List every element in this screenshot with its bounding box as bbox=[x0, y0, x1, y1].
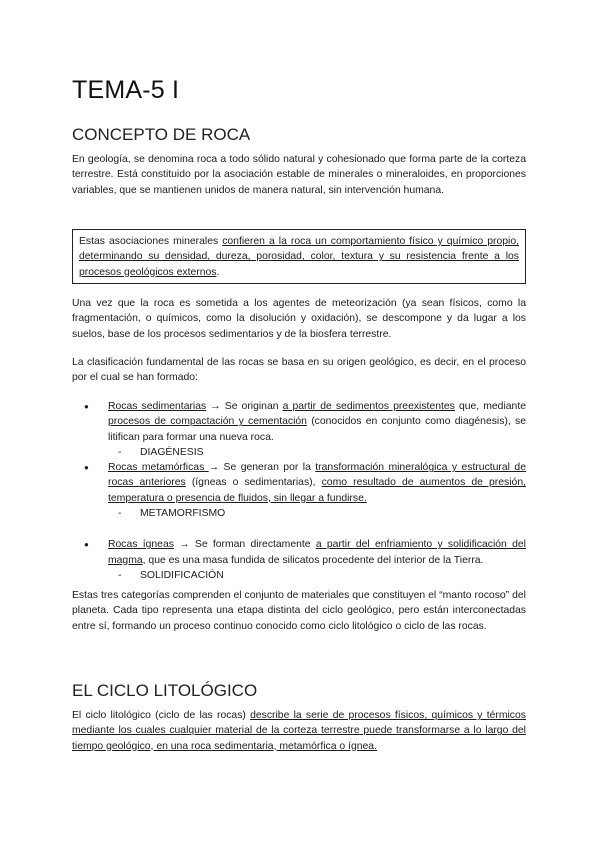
list-item-segment: (conocidos en conjunto como diagénesis), se litifican para formar una nueva roca. bbox=[108, 416, 526, 443]
paragraph-weathering: Una vez que la roca es sometida a los agentes de meteorización (ya sean físicos, como la fragmentación, o químicos, como la disolución y oxidación), se descompone y da lugar a los suelos, base de los procesos sedimentarios y de la biosfera terrestre. bbox=[72, 298, 526, 340]
list-item-segment: → Se originan bbox=[206, 401, 283, 412]
section-heading-concepto: CONCEPTO DE ROCA bbox=[72, 125, 251, 144]
highlight-box-text: Estas asociaciones minerales confieren a la roca un comportamiento físico y químico propio, determinando su densidad, dureza, porosidad, color, textura y su resistencia frente a los procesos geológicos externos. bbox=[79, 236, 519, 278]
list-item bbox=[82, 460, 526, 521]
list-item-segment: → Se forman directamente bbox=[173, 539, 316, 551]
list-item-segment: a partir de sedimentos preexistentes bbox=[282, 401, 455, 412]
list-item-segment: como resultado de aumentos de presión, temperatura o presencia de fluidos, sin llegar a fundirse. bbox=[108, 477, 526, 504]
list-item-text bbox=[108, 401, 526, 443]
list-item-segment: a partir del enfriamiento y solidificación del magma bbox=[108, 539, 526, 566]
list-item-segment: → Se generan por la bbox=[208, 462, 316, 474]
list-item bbox=[82, 537, 526, 583]
list-subitem: - SOLIDIFICACIÓN bbox=[82, 568, 526, 583]
list-item-segment: Rocas ígneas bbox=[108, 539, 174, 551]
list-item-segment: Rocas metamórficas bbox=[108, 462, 209, 474]
paragraph-categories: Estas tres categorías comprenden el conjunto de materiales que constituyen el “manto rocoso” del planeta. Cada tipo representa una etapa distinta del ciclo geológico, pero están interconectadas entre sí, formando un proceso continuo conocido como ciclo litológico o ciclo de las rocas. bbox=[72, 590, 526, 632]
list-item-segment: (ígneas o sedimentarias), bbox=[185, 477, 322, 489]
paragraph-classification: La clasificación fundamental de las rocas se basa en su origen geológico, es decir, en el proceso por el cual se han formado: bbox=[72, 357, 526, 384]
list-subitem: - DIAGÉNESIS bbox=[82, 445, 526, 460]
list-subitem: - METAMORFISMO bbox=[82, 506, 526, 521]
highlight-box bbox=[72, 229, 526, 284]
page-title: TEMA-5 I bbox=[72, 76, 180, 104]
paragraph-definition: En geología, se denomina roca a todo sólido natural y cohesionado que forma parte de la corteza terrestre. Está constituido por la asociación estable de minerales o mineraloides, en proporciones variables, que se mantienen unidos de manera natural, sin intervención humana. bbox=[72, 154, 526, 196]
list-item-text bbox=[108, 539, 526, 565]
list-item-segment: que, mediante bbox=[454, 401, 526, 412]
list-item-text bbox=[108, 462, 526, 504]
list-item-segment: Rocas sedimentarias bbox=[108, 401, 207, 412]
paragraph-cycle: El ciclo litológico (ciclo de las rocas) describe la serie de procesos físicos, químicos y térmicos mediante los cuales cualquier material de la corteza terrestre puede transformarse a lo largo del tiempo geológico, en una roca sedimentaria, metamórfica o ígnea. bbox=[72, 710, 526, 752]
section-heading-ciclo: EL CICLO LITOLÓGICO bbox=[72, 681, 258, 700]
list-item-segment: transformación mineralógica y estructural de rocas anteriores bbox=[108, 462, 526, 489]
list-item bbox=[82, 399, 526, 460]
rock-types-list bbox=[82, 399, 526, 583]
list-item-segment: , que es una masa fundida de silicatos procedente del interior de la Tierra. bbox=[142, 554, 484, 566]
list-item-segment: procesos de compactación y cementación bbox=[108, 416, 307, 428]
